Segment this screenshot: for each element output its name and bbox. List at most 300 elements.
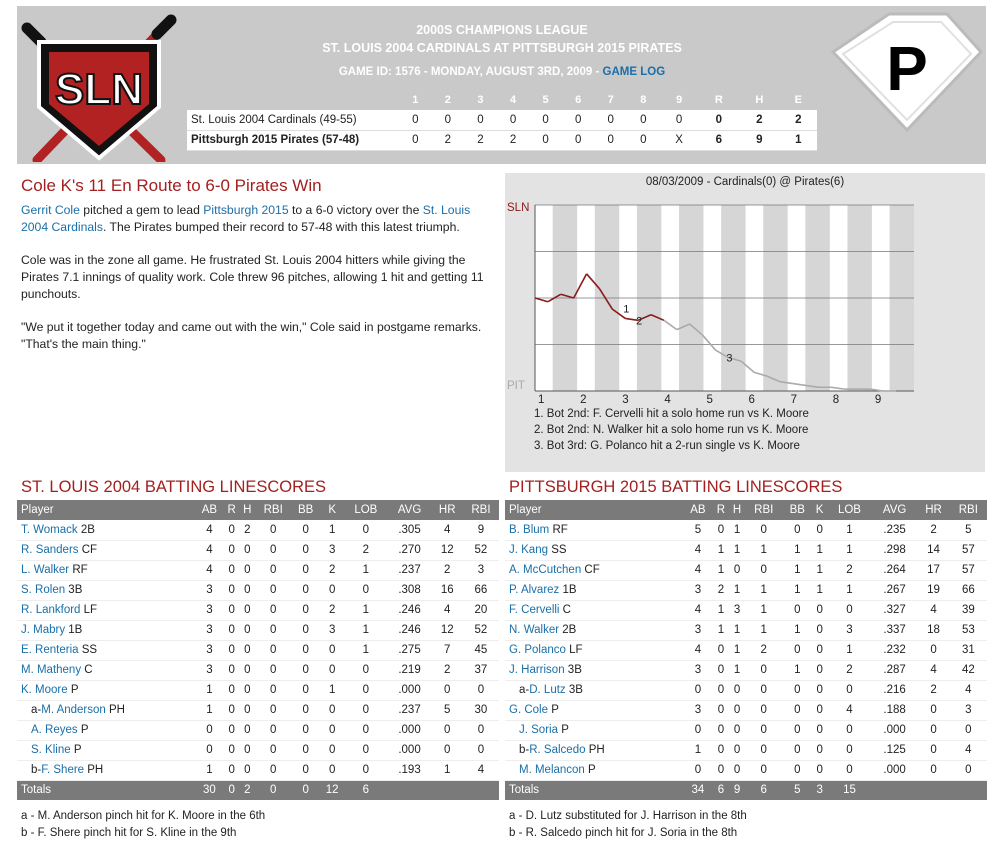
stat-cell: 0: [228, 624, 235, 636]
stat-cell: 30: [474, 704, 488, 716]
batting-column-header: RBI: [950, 500, 987, 520]
inning-header: 8: [640, 94, 647, 106]
totals-cell: 0: [291, 780, 320, 800]
stat-cell: 3: [206, 644, 213, 656]
stat-cell: 16: [440, 584, 454, 596]
stat-cell: 1: [846, 584, 853, 596]
player-link[interactable]: J. Kang: [509, 544, 548, 556]
stat-cell: .216: [883, 684, 906, 696]
stat-cell: 3: [328, 624, 336, 636]
stat-cell: 0: [816, 604, 823, 616]
stat-cell: 0: [328, 744, 336, 756]
player-position: 2B: [559, 624, 577, 636]
totals-cell: 6: [745, 780, 782, 800]
inning-header: 5: [542, 94, 549, 106]
errors-total: 2: [780, 110, 817, 130]
stat-cell: .000: [398, 724, 421, 736]
player-position: 1B: [65, 624, 83, 636]
stat-cell: 0: [244, 664, 251, 676]
stat-cell: 0: [444, 744, 451, 756]
substitution-note: a - M. Anderson pinch hit for K. Moore in the 6th: [21, 810, 266, 822]
stat-cell: 0: [302, 724, 309, 736]
stat-cell: 4: [206, 523, 213, 536]
linescore-header: [187, 90, 817, 110]
sln-axis-label: SLN: [507, 202, 530, 214]
stat-cell: 0: [846, 684, 853, 696]
stat-cell: 1: [794, 544, 801, 556]
player-link[interactable]: A. Reyes: [31, 724, 78, 736]
stat-cell: 52: [474, 544, 488, 556]
stat-cell: 4: [846, 704, 853, 716]
stat-cell: 4: [206, 544, 213, 556]
stat-cell: 0: [846, 744, 853, 756]
player-cell: [505, 720, 683, 740]
stat-cell: 0: [244, 644, 251, 656]
stat-cell: .000: [883, 724, 906, 736]
table-row: [505, 580, 987, 600]
stat-cell: 0: [760, 764, 767, 776]
hits-total: 9: [739, 130, 779, 150]
table-row: [505, 600, 987, 620]
player-cell: [17, 560, 195, 580]
inning-score: 0: [562, 130, 595, 150]
inning-label: 9: [874, 394, 882, 405]
table-row: [17, 600, 499, 620]
stat-cell: 0: [477, 744, 485, 756]
stat-cell: 0: [244, 724, 251, 736]
player-link[interactable]: F. Cervelli: [509, 604, 560, 616]
stat-cell: 3: [694, 704, 702, 716]
player-link[interactable]: E. Renteria: [21, 644, 79, 656]
stat-cell: 0: [717, 744, 725, 756]
player-cell: [17, 760, 195, 780]
table-row: [17, 660, 499, 680]
player-link[interactable]: R. Lankford: [21, 604, 81, 616]
stat-cell: 0: [302, 664, 309, 676]
stat-cell: 0: [694, 684, 702, 696]
story-paragraph-2: Cole was in the zone all game. He frustrated St. Louis 2004 hitters while giving the Pirates 7.1 innings of quality work. Cole threw 96 pitches, allowing 1 hit and getting 11 punchouts.: [21, 253, 484, 301]
stat-cell: 0: [269, 724, 277, 736]
stat-cell: 0: [269, 764, 277, 776]
inning-label: 7: [790, 394, 798, 405]
stat-cell: 0: [816, 744, 823, 756]
table-row: [505, 760, 987, 780]
stat-cell: 0: [760, 523, 767, 536]
player-position: C: [559, 604, 571, 616]
stat-cell: 0: [362, 684, 370, 696]
event-marker-label: 2: [636, 315, 643, 328]
player-link[interactable]: A. McCutchen: [509, 564, 582, 576]
stat-cell: 0: [269, 584, 277, 596]
story-headline: Cole K's 11 En Route to 6-0 Pirates Win: [21, 176, 322, 195]
sub-prefix: b-: [519, 744, 530, 756]
inning-score: 0: [432, 110, 465, 130]
stat-cell: 0: [328, 584, 336, 596]
player-link[interactable]: R. Salcedo: [529, 744, 586, 756]
stat-cell: 0: [760, 664, 767, 676]
table-row: [17, 700, 499, 720]
stat-cell: .219: [398, 664, 421, 676]
team-name: Pittsburgh 2015 Pirates (57-48): [187, 130, 399, 150]
stat-cell: 4: [965, 744, 972, 756]
substitution-note: b - F. Shere pinch hit for S. Kline in the 9th: [21, 827, 237, 839]
table-row: [17, 540, 499, 560]
stat-cell: 0: [244, 684, 251, 696]
batting-column-header: HR: [432, 500, 463, 520]
stat-cell: 0: [206, 744, 213, 756]
stat-cell: .188: [883, 704, 906, 716]
player-link[interactable]: F. Shere: [41, 764, 85, 776]
win-probability-chart: [505, 173, 985, 405]
totals-cell: 9: [729, 780, 745, 800]
stat-cell: 0: [846, 724, 853, 736]
stat-cell: .308: [398, 584, 421, 596]
stat-cell: 0: [302, 764, 309, 776]
inning-score: 0: [529, 110, 562, 130]
player-link[interactable]: K. Moore: [21, 684, 68, 696]
stat-cell: 0: [244, 624, 251, 636]
stat-cell: 0: [228, 664, 235, 676]
inning-score: 0: [627, 130, 660, 150]
stat-cell: 1: [717, 624, 725, 636]
story-paragraph-3: "We put it together today and came out with the win," Cole said in postgame remarks. "That's the main thing.": [21, 320, 482, 351]
inning-header: 3: [477, 94, 484, 106]
player-cell: [505, 600, 683, 620]
stat-cell: 31: [961, 644, 975, 656]
stat-cell: 0: [930, 764, 937, 776]
stat-cell: 0: [760, 564, 767, 576]
inning-label: 8: [832, 394, 840, 405]
player-position: RF: [69, 564, 88, 576]
player-link[interactable]: B. Blum: [509, 523, 550, 536]
player-link[interactable]: J. Harrison: [509, 664, 565, 676]
player-link[interactable]: S. Kline: [31, 744, 71, 756]
substitution-note: a - D. Lutz substituted for J. Harrison in the 8th: [509, 810, 747, 822]
stat-cell: .000: [883, 764, 906, 776]
stat-cell: .246: [398, 604, 421, 616]
player-cell: [17, 600, 195, 620]
stat-cell: 0: [228, 684, 235, 696]
pit-axis-label: PIT: [507, 380, 525, 392]
stat-cell: 1: [733, 624, 741, 636]
stat-cell: 1: [733, 664, 741, 676]
inning-score: 0: [497, 110, 530, 130]
player-link[interactable]: T. Womack: [21, 523, 78, 536]
stat-cell: 1: [794, 664, 801, 676]
stat-cell: 2: [362, 544, 370, 556]
stat-cell: 0: [816, 644, 823, 656]
stat-cell: 4: [694, 644, 702, 656]
stat-cell: 0: [269, 744, 277, 756]
stat-cell: 4: [694, 564, 702, 576]
team-name: St. Louis 2004 Cardinals (49-55): [187, 110, 399, 130]
stat-cell: .237: [398, 704, 421, 716]
player-link[interactable]: L. Walker: [21, 564, 70, 576]
stat-cell: 42: [961, 664, 975, 676]
player-position: 3B: [565, 684, 583, 696]
stat-cell: 0: [733, 564, 741, 576]
stat-cell: 0: [302, 564, 309, 576]
stat-cell: 0: [794, 523, 801, 536]
batting-column-header: RBI: [463, 500, 499, 520]
stat-cell: 0: [816, 724, 823, 736]
stat-cell: 2: [846, 664, 853, 676]
player-cell: [505, 700, 683, 720]
player-cell: [17, 520, 195, 540]
stat-cell: 4: [477, 764, 485, 776]
player-position: RF: [549, 523, 568, 536]
totals-cell: [463, 780, 499, 800]
player-cell: [17, 700, 195, 720]
player-link[interactable]: N. Walker: [509, 624, 560, 636]
stat-cell: 3: [733, 604, 741, 616]
stat-cell: 1: [846, 544, 853, 556]
player-position: CF: [78, 544, 98, 556]
stat-cell: .235: [883, 523, 906, 536]
stat-cell: .000: [398, 684, 421, 696]
totals-cell: 0: [255, 780, 291, 800]
player-position: P: [67, 684, 79, 696]
wp-note: 1. Bot 2nd: F. Cervelli hit a solo home run vs K. Moore: [534, 408, 809, 420]
player-position: P: [558, 724, 569, 736]
totals-cell: 6: [344, 780, 387, 800]
game-story: [21, 176, 486, 369]
table-row: [505, 640, 987, 660]
batting-column-header: RBI: [745, 500, 782, 520]
player-link[interactable]: G. Polanco: [509, 644, 566, 656]
stat-cell: 0: [733, 744, 741, 756]
stat-cell: 0: [794, 724, 801, 736]
stat-cell: 17: [927, 564, 940, 576]
stat-cell: 0: [362, 724, 370, 736]
stat-cell: 1: [717, 604, 725, 616]
stat-cell: 0: [816, 704, 823, 716]
stat-cell: 0: [717, 644, 725, 656]
inning-score: 0: [464, 110, 497, 130]
game-info: [187, 66, 817, 78]
totals-cell: [917, 780, 949, 800]
stat-cell: 0: [794, 764, 801, 776]
player-link[interactable]: S. Rolen: [21, 584, 66, 596]
stat-cell: .305: [398, 523, 421, 536]
stat-cell: 2: [328, 604, 336, 616]
sub-prefix: a-: [31, 704, 42, 716]
stat-cell: 5: [694, 523, 702, 536]
stat-cell: 0: [328, 664, 336, 676]
stat-cell: 53: [961, 624, 975, 636]
table-row: [17, 640, 499, 660]
stat-cell: 1: [846, 523, 853, 536]
stat-cell: 66: [961, 584, 975, 596]
stat-cell: 4: [694, 544, 702, 556]
home-batting-table: [505, 500, 987, 800]
stat-cell: 0: [816, 624, 823, 636]
stat-cell: 4: [930, 604, 937, 616]
batting-column-header: AB: [683, 500, 713, 520]
stat-cell: 1: [760, 584, 767, 596]
player-position: PH: [585, 744, 605, 756]
stat-cell: 18: [927, 624, 940, 636]
game-log-link[interactable]: GAME LOG: [602, 66, 666, 78]
inning-score: 2: [432, 130, 465, 150]
stat-cell: .298: [883, 544, 906, 556]
stat-cell: 1: [362, 624, 370, 636]
table-row: [505, 700, 987, 720]
inning-score: 0: [529, 130, 562, 150]
stat-cell: 57: [961, 564, 975, 576]
totals-cell: [388, 780, 432, 800]
stat-cell: 1: [362, 644, 370, 656]
story-paragraph-1: [21, 202, 486, 236]
league-name: 2000S CHAMPIONS LEAGUE: [416, 23, 588, 37]
stat-cell: 0: [717, 764, 725, 776]
totals-cell: [432, 780, 463, 800]
stat-cell: 0: [244, 604, 251, 616]
team-link-st-louis[interactable]: St. Louis 2004 Cardinals: [21, 203, 471, 234]
stat-cell: 0: [269, 523, 277, 536]
stat-cell: 4: [444, 604, 451, 616]
inning-score: 0: [562, 110, 595, 130]
stat-cell: 0: [362, 764, 370, 776]
table-row: [505, 540, 987, 560]
player-link[interactable]: M. Anderson: [41, 704, 106, 716]
totals-cell: 2: [240, 780, 256, 800]
stat-cell: 0: [269, 564, 277, 576]
inning-score: 0: [399, 130, 432, 150]
stat-cell: 1: [760, 624, 767, 636]
stat-cell: 20: [474, 604, 488, 616]
stat-cell: 0: [965, 724, 972, 736]
player-link[interactable]: J. Mabry: [21, 624, 66, 636]
stat-cell: 0: [477, 684, 485, 696]
totals-cell: 34: [683, 780, 713, 800]
player-cell: [505, 640, 683, 660]
batting-column-header: R: [713, 500, 729, 520]
stat-cell: 57: [961, 544, 975, 556]
stat-cell: 1: [816, 584, 823, 596]
stat-cell: 1: [362, 604, 370, 616]
player-link-cole[interactable]: Gerrit Cole: [21, 203, 80, 217]
stat-cell: 0: [228, 584, 235, 596]
stat-cell: 1: [733, 584, 741, 596]
home-team-logo: [829, 12, 984, 132]
player-position: P: [584, 764, 596, 776]
player-link[interactable]: M. Matheny: [21, 664, 82, 676]
stat-cell: 0: [846, 604, 853, 616]
stat-cell: 1: [206, 704, 213, 716]
win-probability-title: 08/03/2009 - Cardinals(0) @ Pirates(6): [645, 176, 845, 188]
stat-cell: .327: [883, 604, 906, 616]
stat-cell: 0: [302, 644, 309, 656]
player-cell: [505, 540, 683, 560]
stat-cell: 0: [694, 724, 702, 736]
player-link[interactable]: R. Sanders: [21, 544, 79, 556]
stat-cell: 1: [362, 564, 370, 576]
stat-cell: 0: [302, 624, 309, 636]
batting-column-header: Player: [505, 500, 683, 520]
stat-cell: 0: [362, 523, 370, 536]
win-probability-notes: [534, 406, 809, 454]
batting-header-row: [505, 500, 987, 520]
stat-cell: 0: [328, 644, 336, 656]
stat-cell: 0: [816, 764, 823, 776]
table-row: [505, 560, 987, 580]
stat-cell: 0: [444, 724, 451, 736]
stat-cell: 3: [328, 544, 336, 556]
player-link[interactable]: P. Alvarez: [509, 584, 560, 596]
stat-cell: 4: [444, 523, 451, 536]
stat-cell: 0: [228, 644, 235, 656]
stat-cell: .246: [398, 624, 421, 636]
stat-cell: 1: [794, 624, 801, 636]
player-position: P: [548, 704, 559, 716]
player-cell: [505, 760, 683, 780]
table-row: [17, 720, 499, 740]
player-link[interactable]: G. Cole: [509, 704, 548, 716]
player-link[interactable]: M. Melancon: [519, 764, 585, 776]
story-text: to a 6-0 victory over the: [288, 203, 423, 217]
stat-cell: 0: [269, 624, 277, 636]
player-cell: [17, 660, 195, 680]
stat-cell: 1: [444, 764, 451, 776]
stat-cell: 3: [694, 624, 702, 636]
sub-prefix: b-: [31, 764, 42, 776]
inning-label: 1: [538, 394, 545, 405]
batting-totals-row: [505, 780, 987, 800]
stat-cell: .267: [883, 584, 906, 596]
away-batting-notes: [21, 808, 499, 842]
player-cell: [505, 560, 683, 580]
totals-cell: 6: [713, 780, 729, 800]
matchup-title: ST. LOUIS 2004 CARDINALS AT PITTSBURGH 2015 PIRATES: [322, 41, 682, 55]
batting-column-header: HR: [917, 500, 949, 520]
totals-cell: Totals: [505, 780, 683, 800]
stat-cell: 3: [846, 624, 853, 636]
player-position: 3B: [564, 664, 582, 676]
stat-cell: 1: [733, 644, 741, 656]
stat-cell: 14: [927, 544, 940, 556]
inning-header: 1: [412, 94, 419, 106]
stat-cell: .264: [883, 564, 906, 576]
away-batting-table: [17, 500, 499, 800]
stat-cell: 0: [733, 724, 741, 736]
stat-cell: 0: [717, 704, 725, 716]
player-link[interactable]: D. Lutz: [529, 684, 566, 696]
stat-cell: 0: [362, 704, 370, 716]
player-link[interactable]: J. Soria: [519, 724, 558, 736]
stat-cell: 3: [206, 604, 213, 616]
stat-cell: 1: [328, 684, 336, 696]
story-text: . The Pirates bumped their record to 57-48 with this latest triumph.: [102, 220, 460, 234]
stat-cell: 0: [244, 744, 251, 756]
stat-cell: 0: [244, 584, 251, 596]
stat-cell: 1: [816, 544, 823, 556]
stat-cell: 0: [794, 684, 801, 696]
runs-total: 6: [699, 130, 739, 150]
batting-column-header: LOB: [827, 500, 872, 520]
player-cell: [17, 640, 195, 660]
stat-cell: 1: [733, 523, 741, 536]
stat-cell: 0: [694, 764, 702, 776]
stat-cell: 0: [302, 704, 309, 716]
inning-score: 0: [594, 110, 627, 130]
totals-cell: Totals: [17, 780, 195, 800]
stat-cell: 2: [244, 523, 251, 536]
inning-header: E: [794, 94, 802, 106]
stat-cell: 39: [961, 604, 975, 616]
team-link-pittsburgh[interactable]: Pittsburgh 2015: [203, 203, 289, 217]
stat-cell: 1: [694, 744, 702, 756]
